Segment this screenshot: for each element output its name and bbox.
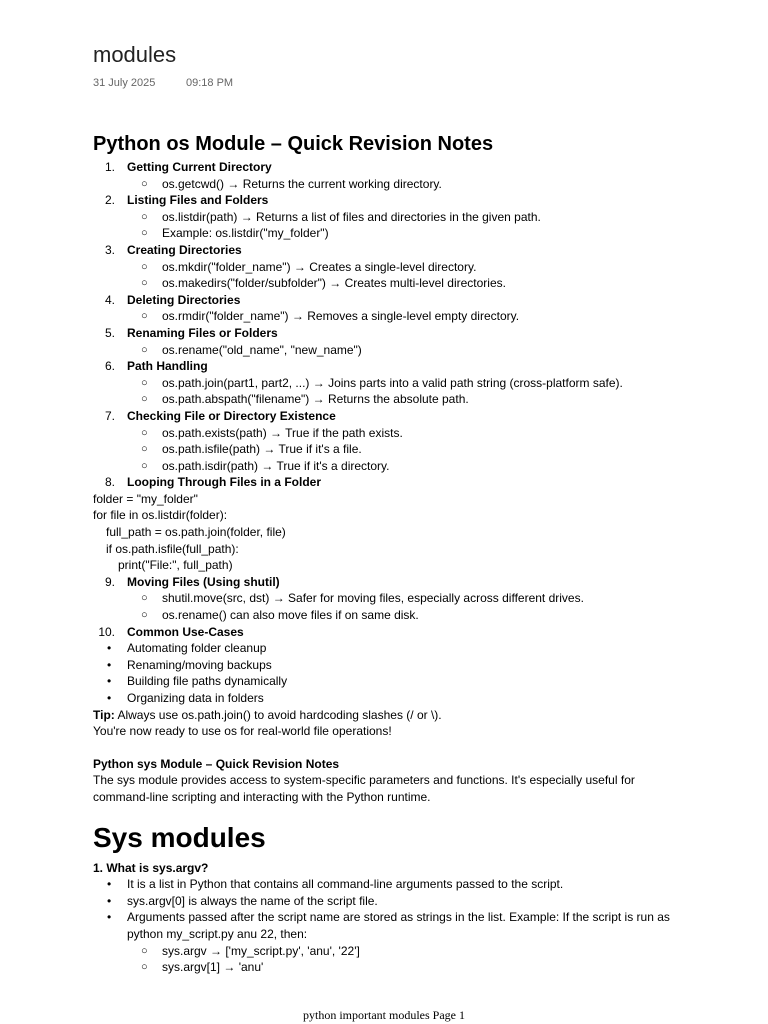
code-line: folder = "my_folder" <box>93 491 198 506</box>
ready-line: You're now ready to use os for real-world file operations! <box>93 724 392 739</box>
section-heading <box>93 192 693 209</box>
use-case-text: Automating folder cleanup <box>127 641 267 656</box>
sys-intro: The sys module provides access to system-specific parameters and functions. It's especially useful for command-line scripting and interacting with the Python runtime. <box>93 773 635 804</box>
section-number: 2. <box>104 193 115 208</box>
sub-item-text: Example: os.listdir("my_folder") <box>162 226 329 241</box>
sub-item <box>93 209 693 226</box>
sub-item <box>93 458 693 475</box>
sub-item <box>93 176 693 193</box>
sys-bullet-list <box>93 876 693 976</box>
sys-bullet-item <box>93 893 693 910</box>
section-heading <box>93 408 693 425</box>
circle-bullet-icon: ○ <box>141 426 148 439</box>
os-sections <box>93 159 693 491</box>
section-title: Renaming Files or Folders <box>127 325 278 340</box>
sub-item <box>93 391 693 408</box>
circle-bullet-icon: ○ <box>141 459 148 472</box>
section-heading <box>93 242 693 259</box>
sub-item-text: os.getcwd() → Returns the current working directory. <box>162 176 442 191</box>
use-case-item <box>93 657 693 674</box>
section-title: Creating Directories <box>127 242 242 257</box>
sub-item-text: os.makedirs("folder/subfolder") → Creates multi-level directories. <box>162 276 506 291</box>
use-case-item <box>93 640 693 657</box>
tip-line <box>93 707 693 724</box>
section-title: Moving Files (Using shutil) <box>127 574 280 589</box>
note-date: 31 July 2025 <box>93 77 156 89</box>
section-title: Checking File or Directory Existence <box>127 408 336 423</box>
section-title: Getting Current Directory <box>127 160 272 174</box>
section-title: Deleting Directories <box>127 292 241 307</box>
code-line: for file in os.listdir(folder): <box>93 508 228 523</box>
section-heading <box>93 574 693 591</box>
bullet-icon: • <box>107 674 112 689</box>
circle-bullet-icon: ○ <box>141 210 148 223</box>
sub-item-text: os.rmdir("folder_name") → Removes a single-level empty directory. <box>162 309 520 324</box>
circle-bullet-icon: ○ <box>141 227 148 240</box>
sub-item-text: os.path.exists(path) → True if the path exists. <box>162 425 403 440</box>
section-number: 8. <box>104 475 115 490</box>
section-number: 1. <box>104 160 115 174</box>
use-case-text: Organizing data in folders <box>127 691 264 705</box>
circle-bullet-icon: ○ <box>141 944 148 957</box>
bullet-icon: • <box>107 641 112 656</box>
sys-question-1: 1. What is sys.argv? <box>93 860 209 875</box>
section-title: Path Handling <box>127 359 208 374</box>
section-heading <box>93 474 693 491</box>
use-case-list <box>93 640 693 706</box>
circle-bullet-icon: ○ <box>141 393 148 406</box>
use-case-text: Building file paths dynamically <box>127 674 288 689</box>
sub-item <box>93 425 693 442</box>
sys-bullet-text: sys.argv[0] is always the name of the script file. <box>127 893 378 908</box>
section-number: 3. <box>104 242 115 257</box>
use-case-item <box>93 673 693 690</box>
code-line: if os.path.isfile(full_path): <box>106 541 239 556</box>
sub-item-text: os.path.isfile(path) → True if it's a file. <box>162 442 362 457</box>
circle-bullet-icon: ○ <box>141 609 148 622</box>
circle-bullet-icon: ○ <box>141 376 148 389</box>
sub-item <box>93 375 693 392</box>
section-heading <box>93 325 693 342</box>
sys-subheading: Python sys Module – Quick Revision Notes <box>93 756 340 771</box>
section-title: Common Use-Cases <box>127 624 244 639</box>
section-title: Listing Files and Folders <box>127 193 269 208</box>
section-title: Looping Through Files in a Folder <box>127 475 321 490</box>
note-title: modules <box>93 42 177 67</box>
bullet-icon: • <box>107 691 112 705</box>
section-number: 5. <box>104 325 115 340</box>
section-heading <box>93 624 693 641</box>
bullet-icon: • <box>107 910 112 925</box>
sys-sub-item-text: sys.argv[1] → 'anu' <box>162 960 264 975</box>
circle-bullet-icon: ○ <box>141 310 148 323</box>
os-sections-continued <box>93 574 693 640</box>
bullet-icon: • <box>107 893 112 908</box>
sub-item-text: os.rename() can also move files if on same disk. <box>162 608 419 623</box>
section-number: 6. <box>104 359 115 374</box>
section-heading <box>93 358 693 375</box>
sub-item-text: os.listdir(path) → Returns a list of files and directories in the given path. <box>162 209 541 224</box>
bullet-icon: • <box>107 657 112 672</box>
circle-bullet-icon: ○ <box>141 961 148 974</box>
code-line: print("File:", full_path) <box>118 558 233 573</box>
section-number: 10. <box>98 624 115 639</box>
code-line: full_path = os.path.join(folder, file) <box>106 525 286 540</box>
circle-bullet-icon: ○ <box>141 592 148 605</box>
circle-bullet-icon: ○ <box>141 177 148 190</box>
page-footer: python important modules Page 1 <box>303 1008 465 1022</box>
sub-item <box>93 441 693 458</box>
tip-text: Always use os.path.join() to avoid hardcoding slashes (/ or \). <box>114 707 442 722</box>
bullet-icon: • <box>107 877 112 892</box>
sys-bullet-item <box>93 876 693 893</box>
sub-item-text: os.path.abspath("filename") → Returns the absolute path. <box>162 392 469 407</box>
sys-sub-item <box>93 943 693 960</box>
sys-sub-item <box>93 959 693 976</box>
sub-item-text: shutil.move(src, dst) → Safer for moving files, especially across different drives. <box>162 591 584 606</box>
use-case-item <box>93 690 693 707</box>
section-heading <box>93 292 693 309</box>
sys-bullet-item <box>93 909 693 942</box>
sub-item <box>93 259 693 276</box>
sub-item <box>93 342 693 359</box>
sub-item <box>93 607 693 624</box>
sys-bullet-text: Arguments passed after the script name are stored as strings in the list. Example: If the script is run as python my_script.py anu 22, then: <box>127 910 670 941</box>
sub-item-text: os.path.join(part1, part2, ...) → Joins parts into a valid path string (cross-platform safe). <box>162 375 623 390</box>
tip-label: Tip: <box>93 707 115 722</box>
sys-bullet-text: It is a list in Python that contains all command-line arguments passed to the script. <box>127 877 564 892</box>
sys-heading: Sys modules <box>93 821 266 853</box>
circle-bullet-icon: ○ <box>141 260 148 273</box>
sub-item-text: os.mkdir("folder_name") → Creates a single-level directory. <box>162 259 477 274</box>
circle-bullet-icon: ○ <box>141 443 148 456</box>
section-number: 7. <box>104 408 115 423</box>
note-time: 09:18 PM <box>186 77 234 89</box>
circle-bullet-icon: ○ <box>141 277 148 290</box>
section-number: 9. <box>104 574 115 589</box>
circle-bullet-icon: ○ <box>141 343 148 356</box>
sub-item <box>93 225 693 242</box>
os-heading: Python os Module – Quick Revision Notes <box>93 133 494 155</box>
sys-sub-item-text: sys.argv → ['my_script.py', 'anu', '22'] <box>162 943 360 958</box>
sub-item <box>93 275 693 292</box>
sub-item <box>93 308 693 325</box>
use-case-text: Renaming/moving backups <box>127 657 272 672</box>
note-content <box>93 131 693 976</box>
sub-item-text: os.rename("old_name", "new_name") <box>162 342 362 357</box>
sub-item-text: os.path.isdir(path) → True if it's a directory. <box>162 458 390 473</box>
section-heading <box>93 159 693 176</box>
section-number: 4. <box>104 292 115 307</box>
sub-item <box>93 590 693 607</box>
